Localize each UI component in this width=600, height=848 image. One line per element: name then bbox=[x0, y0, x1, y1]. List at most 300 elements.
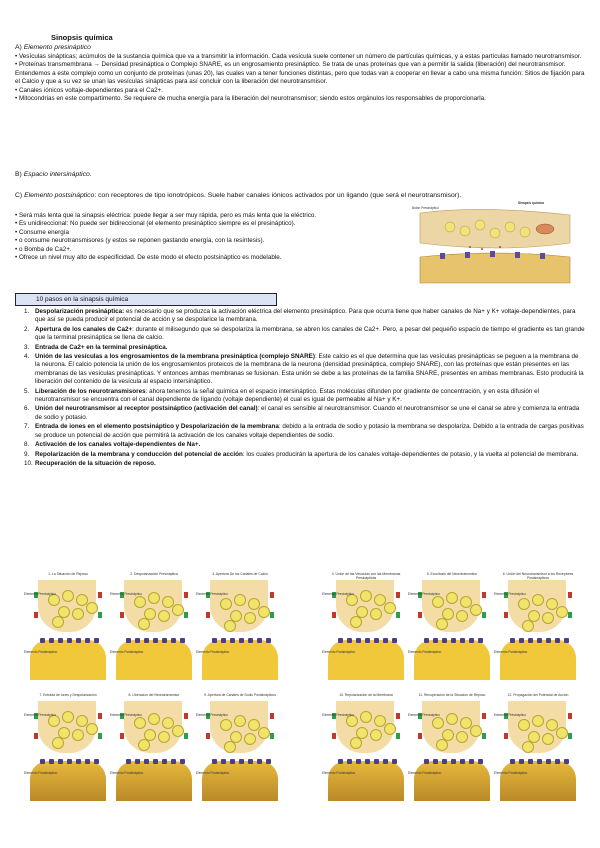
receptor bbox=[347, 759, 352, 764]
postsynaptic-element bbox=[500, 761, 576, 801]
receptor bbox=[564, 638, 569, 643]
vesicle bbox=[72, 608, 84, 620]
ion-channel bbox=[418, 733, 422, 739]
receptor bbox=[555, 759, 560, 764]
receptor bbox=[347, 638, 352, 643]
postsynaptic-element bbox=[500, 640, 576, 680]
ion-channel bbox=[270, 612, 274, 618]
ion-channel bbox=[568, 713, 572, 719]
presynaptic-terminal bbox=[336, 701, 394, 753]
vesicle bbox=[148, 592, 160, 604]
receptor bbox=[451, 638, 456, 643]
stage-caption: 3. Apertura De los Canales de Calcio bbox=[212, 572, 268, 576]
receptor bbox=[212, 638, 217, 643]
receptor bbox=[248, 759, 253, 764]
ion-channel bbox=[120, 612, 124, 618]
postsynaptic-element bbox=[30, 640, 106, 680]
presynaptic-label: Elemento Presináptico bbox=[494, 713, 526, 717]
side-figure-label-right: Sinapsis química bbox=[518, 201, 545, 205]
presynaptic-label: Elemento Presináptico bbox=[196, 713, 228, 717]
synapse-diagram bbox=[410, 201, 580, 285]
receptor bbox=[564, 759, 569, 764]
presynaptic-terminal bbox=[508, 701, 566, 753]
postsynaptic-element bbox=[202, 640, 278, 680]
ion-channel bbox=[504, 733, 508, 739]
receptor bbox=[510, 638, 515, 643]
steps-heading: 10 pasos en la sinapsis química bbox=[36, 296, 129, 303]
step-title: Liberación de los neurotransmisores bbox=[35, 387, 146, 395]
vesicle bbox=[360, 711, 372, 723]
step-text: : el canal es sensible al neurotransmisor. Cuando el neurotransmisor se une el canal se abre y comienza la entrada de sodio y potasio. bbox=[35, 405, 580, 421]
vesicle bbox=[172, 604, 184, 616]
receptor bbox=[76, 759, 81, 764]
postsynaptic-element bbox=[414, 761, 490, 801]
ion-channel bbox=[396, 612, 400, 618]
receptor bbox=[424, 759, 429, 764]
list-item: • Ofrece un nivel muy alto de especificidad. De este modo el efecto postsináptico es modelable. bbox=[15, 254, 282, 262]
receptor bbox=[144, 638, 149, 643]
list-item: • Mitocondrias en este compartimento. Se requiere de mucha energía para la liberación del neurotransmisor; siendo estos orgánulos los responsables de proporcionarla. bbox=[15, 95, 486, 103]
step-number: 7. bbox=[24, 423, 30, 431]
ion-channel bbox=[482, 713, 486, 719]
receptor bbox=[528, 638, 533, 643]
presynaptic-label: Elemento Presináptico bbox=[24, 713, 56, 717]
step-item bbox=[15, 326, 585, 343]
receptor bbox=[257, 638, 262, 643]
presynaptic-label: Elemento Presináptico bbox=[322, 592, 354, 596]
synapse-stage-panel bbox=[408, 693, 496, 806]
receptor bbox=[478, 638, 483, 643]
step-item bbox=[15, 441, 585, 449]
vesicle bbox=[172, 725, 184, 737]
ion-channel bbox=[98, 612, 102, 618]
section-c-text: : con receptores de tipo ionotrópicos. Suele haber canales iónicos activados por un ligando (que será el neurotransmisor). bbox=[94, 192, 462, 199]
postsynaptic-label: Elemento Postsináptico bbox=[322, 771, 356, 775]
ion-channel bbox=[270, 592, 274, 598]
list-item: • o consume neurotransmisores (y estos se reponen gastando energía, con la resíntesis). bbox=[15, 237, 265, 245]
postsynaptic-element bbox=[30, 761, 106, 801]
presynaptic-terminal bbox=[422, 580, 480, 632]
section-a-name: Elemento presináptico bbox=[23, 44, 91, 51]
receptor bbox=[239, 759, 244, 764]
ion-channel bbox=[184, 733, 188, 739]
vesicle bbox=[224, 620, 236, 632]
receptor bbox=[356, 638, 361, 643]
vesicle bbox=[432, 717, 444, 729]
synapse-stage-panel bbox=[196, 693, 284, 806]
receptor bbox=[392, 759, 397, 764]
receptor bbox=[451, 759, 456, 764]
receptor bbox=[356, 759, 361, 764]
steps-heading-box bbox=[15, 293, 277, 306]
step-number: 10. bbox=[24, 459, 33, 467]
receptor bbox=[555, 638, 560, 643]
ion-channel bbox=[482, 592, 486, 598]
step-text: : ahora tenemos la señal química en el espacio intersináptico. Estas moléculas difunden por gradiente de concentración, y en esta difusión el neurotransmisor se encuentra con el canal dependiente de ligando (voltaje dependiente) el cual es igual de permeable al Na+ y K+. bbox=[35, 387, 540, 404]
receptor bbox=[221, 759, 226, 764]
postsynaptic-element bbox=[116, 761, 192, 801]
step-number: 3. bbox=[24, 343, 30, 351]
section-a-heading bbox=[15, 44, 91, 51]
receptor bbox=[338, 638, 343, 643]
ion-channel bbox=[98, 733, 102, 739]
receptor bbox=[374, 759, 379, 764]
step-title: Unión del neurotransmisor al receptor postsináptico (activación del canal) bbox=[35, 405, 258, 413]
step-text: : los cuales producirán la apertura de los canales voltaje-dependientes de potasio, y la vuelta al potencial de membrana. bbox=[242, 450, 579, 458]
presynaptic-terminal bbox=[210, 701, 268, 753]
receptor bbox=[537, 638, 542, 643]
postsynaptic-label: Elemento Postsináptico bbox=[196, 771, 230, 775]
ion-channel bbox=[332, 612, 336, 618]
vesicle bbox=[446, 592, 458, 604]
stage-caption: 11. Recuperación de la Situación de Reposo bbox=[418, 693, 486, 697]
receptor bbox=[153, 759, 158, 764]
receptor bbox=[519, 759, 524, 764]
vesicle bbox=[86, 602, 98, 614]
vesicle bbox=[542, 612, 554, 624]
postsynaptic-element bbox=[414, 640, 490, 680]
ion-channel bbox=[270, 733, 274, 739]
presynaptic-label: Elemento Presináptico bbox=[494, 592, 526, 596]
ion-channel bbox=[482, 733, 486, 739]
presynaptic-label: Elemento Presináptico bbox=[110, 713, 142, 717]
vesicle bbox=[556, 606, 568, 618]
receptor bbox=[546, 759, 551, 764]
ion-channel bbox=[568, 733, 572, 739]
ion-channel bbox=[504, 612, 508, 618]
postsynaptic-element bbox=[328, 640, 404, 680]
ion-channel bbox=[270, 713, 274, 719]
side-figure-label-left: Botón Presináptico bbox=[412, 206, 439, 210]
receptor bbox=[469, 759, 474, 764]
step-number: 2. bbox=[24, 325, 30, 333]
vesicle bbox=[384, 723, 396, 735]
vesicle bbox=[384, 602, 396, 614]
step-title: Activación de los canales voltaje-dependientes de Na+. bbox=[35, 441, 201, 449]
step-item bbox=[15, 344, 585, 352]
vesicle bbox=[258, 606, 270, 618]
vesicle bbox=[532, 715, 544, 727]
section-c-list bbox=[15, 212, 400, 262]
receptor bbox=[212, 759, 217, 764]
receptor bbox=[230, 638, 235, 643]
step-title: Unión de las vesículas a los engrosamientos de la membrana presináptica (complejo SNARE) bbox=[35, 353, 315, 361]
step-number: 1. bbox=[24, 308, 30, 315]
synapse-stage-panel bbox=[322, 693, 410, 806]
step-item bbox=[15, 388, 585, 405]
receptor bbox=[230, 759, 235, 764]
receptor bbox=[365, 638, 370, 643]
ion-channel bbox=[34, 733, 38, 739]
receptor bbox=[239, 638, 244, 643]
vesicle bbox=[244, 612, 256, 624]
stage-caption: 1. La Situación de Reposo bbox=[48, 572, 88, 576]
stage-caption: 5. Exocitosis del Neurotransmisor bbox=[426, 572, 478, 576]
vesicle bbox=[134, 596, 146, 608]
synapse-stage-panel bbox=[24, 693, 112, 806]
list-item: • Será más lenta que la sinapsis eléctrica: puede llegar a ser muy rápida, pero es más lenta que la eléctrico. bbox=[15, 212, 317, 219]
section-b-letter: B) bbox=[15, 171, 22, 178]
receptor bbox=[94, 638, 99, 643]
stage-caption: 2. Despolarización Presináptica bbox=[130, 572, 178, 576]
receptor bbox=[266, 638, 271, 643]
vesicle bbox=[370, 608, 382, 620]
vesicle bbox=[138, 739, 150, 751]
stage-caption: 4. Unión de las Vesículas con las Membranas Presinápticas bbox=[331, 572, 401, 580]
vesicle bbox=[52, 616, 64, 628]
receptor bbox=[221, 638, 226, 643]
section-c-letter: C) bbox=[15, 192, 23, 199]
presynaptic-terminal bbox=[508, 580, 566, 632]
step-text: : debido a la entrada de sodio y potasio la membrana se despolariza. Debido a la entrada de cargas positivas se produce un potencial de acción que permitirá la activación de los canales voltaje dependientes de sodio. bbox=[35, 423, 584, 439]
vesicle bbox=[350, 737, 362, 749]
vesicle bbox=[138, 618, 150, 630]
synapse-stage-panel bbox=[24, 572, 112, 685]
vesicle bbox=[470, 725, 482, 737]
vesicle bbox=[72, 729, 84, 741]
receptor bbox=[528, 759, 533, 764]
receptor bbox=[58, 638, 63, 643]
section-c-heading bbox=[15, 192, 590, 199]
vesicle bbox=[518, 598, 530, 610]
receptor bbox=[180, 759, 185, 764]
vesicle bbox=[62, 590, 74, 602]
stage-caption: 8. Liberación del Neurotransmisor bbox=[128, 693, 180, 697]
vesicle bbox=[456, 610, 468, 622]
vesicle bbox=[370, 729, 382, 741]
presynaptic-label: Elemento Presináptico bbox=[196, 592, 228, 596]
step-number: 6. bbox=[24, 405, 30, 413]
vesicle bbox=[158, 610, 170, 622]
receptor bbox=[162, 638, 167, 643]
vesicle bbox=[350, 616, 362, 628]
synapse-stage-panel bbox=[196, 572, 284, 685]
step-number: 5. bbox=[24, 387, 30, 395]
vesicle bbox=[134, 717, 146, 729]
ion-channel bbox=[418, 612, 422, 618]
step-title: Apertura de los canales de Ca2+ bbox=[35, 325, 133, 333]
synapse-stage-panel bbox=[494, 693, 582, 806]
stage-caption: 12. Propagación del Potencial de Acción bbox=[507, 693, 569, 697]
step-item bbox=[15, 308, 585, 325]
section-b-heading bbox=[15, 171, 92, 178]
step-number: 4. bbox=[24, 353, 30, 361]
vesicle bbox=[52, 737, 64, 749]
receptor bbox=[383, 638, 388, 643]
vesicle bbox=[234, 715, 246, 727]
receptor bbox=[424, 638, 429, 643]
postsynaptic-element bbox=[328, 761, 404, 801]
step-item bbox=[15, 451, 585, 459]
receptor bbox=[537, 759, 542, 764]
postsynaptic-label: Elemento Postsináptico bbox=[408, 771, 442, 775]
receptor bbox=[76, 638, 81, 643]
vesicle bbox=[360, 590, 372, 602]
postsynaptic-label: Elemento Postsináptico bbox=[408, 650, 442, 654]
receptor bbox=[67, 759, 72, 764]
presynaptic-terminal bbox=[38, 580, 96, 632]
synapse-illustration bbox=[410, 205, 580, 285]
receptor bbox=[510, 759, 515, 764]
postsynaptic-label: Elemento Postsináptico bbox=[24, 650, 58, 654]
receptor bbox=[162, 759, 167, 764]
step-item bbox=[15, 353, 585, 387]
vesicle bbox=[234, 594, 246, 606]
ion-channel bbox=[206, 612, 210, 618]
vesicle bbox=[532, 594, 544, 606]
step-title: Entrada de iones en el elemento postsináptico y Despolarización de la membrana bbox=[35, 423, 279, 431]
receptor bbox=[442, 638, 447, 643]
ion-channel bbox=[120, 733, 124, 739]
presynaptic-label: Elemento Presináptico bbox=[408, 713, 440, 717]
presynaptic-terminal bbox=[210, 580, 268, 632]
stage-caption: 9. Apertura de Canales de Sodio Postsinápticos bbox=[204, 693, 276, 697]
ion-channel bbox=[184, 612, 188, 618]
postsynaptic-label: Elemento Postsináptico bbox=[322, 650, 356, 654]
receptor bbox=[126, 759, 131, 764]
receptor bbox=[433, 638, 438, 643]
receptor bbox=[180, 638, 185, 643]
receptor bbox=[442, 759, 447, 764]
receptor bbox=[257, 759, 262, 764]
step-text: : Este calcio es el que determina que las vesículas presinápticas se peguen a la membrana de la neurona. El calcio potencia la unión de los engrosamientos proteicos de la membrana de la neurona (densidad presináptica, complejo SNARE), con las proteínas que están presentes en las membranas de las vesículas presinápticas. Y entonces ambas membranas se fusionan. Esta unión se debe a las proteínas de la familia SNARE, presentes en ambas membranas. Esto producirá la liberación del contenido de la vesícula al espacio intersináptico. bbox=[35, 353, 584, 386]
ion-channel bbox=[184, 592, 188, 598]
list-item: • Vesículas sinápticas; acúmulos de la sustancia química que va a transmitir la información. Cada vesícula suele contener un número de partículas químicas, y a estas partículas llamado neurotransmisor. bbox=[15, 53, 582, 60]
postsynaptic-label: Elemento Postsináptico bbox=[24, 771, 58, 775]
receptor bbox=[67, 638, 72, 643]
vesicle bbox=[522, 620, 534, 632]
presynaptic-label: Elemento Presináptico bbox=[24, 592, 56, 596]
list-item: • o Bomba de Ca2+. bbox=[15, 245, 72, 253]
receptor bbox=[546, 638, 551, 643]
vesicle bbox=[542, 733, 554, 745]
step-title: Repolarización de la membrana y conducción del potencial de acción bbox=[35, 450, 243, 458]
ion-channel bbox=[98, 713, 102, 719]
ion-channel bbox=[184, 713, 188, 719]
vesicle bbox=[224, 741, 236, 753]
receptor bbox=[338, 759, 343, 764]
section-b-name: Espacio intersináptico. bbox=[23, 171, 92, 178]
vesicle bbox=[62, 711, 74, 723]
receptor bbox=[392, 638, 397, 643]
vesicle bbox=[470, 604, 482, 616]
presynaptic-terminal bbox=[422, 701, 480, 753]
presynaptic-terminal bbox=[38, 701, 96, 753]
step-text: es necesario que se produzca la activación eléctrica del elemento presináptico. Para que ocurra tiene que haber canales de Na+ y K+ voltaje-dependientes, para que así se pueda producir el potencial de acción y se despolarice la membrana. bbox=[35, 308, 576, 324]
ion-channel bbox=[34, 612, 38, 618]
vesicle bbox=[244, 733, 256, 745]
receptor bbox=[460, 638, 465, 643]
vesicle bbox=[446, 713, 458, 725]
postsynaptic-label: Elemento Postsináptico bbox=[196, 650, 230, 654]
vesicle bbox=[148, 713, 160, 725]
receptor bbox=[478, 759, 483, 764]
step-item bbox=[15, 405, 585, 422]
receptor bbox=[85, 759, 90, 764]
page-title: Sinopsis química bbox=[51, 33, 113, 42]
synapse-stage-panel bbox=[494, 572, 582, 685]
receptor bbox=[135, 759, 140, 764]
receptor bbox=[171, 759, 176, 764]
vesicle bbox=[220, 598, 232, 610]
presynaptic-terminal bbox=[124, 701, 182, 753]
receptor bbox=[469, 638, 474, 643]
postsynaptic-label: Elemento Postsináptico bbox=[110, 650, 144, 654]
step-item bbox=[15, 423, 585, 440]
section-a-letter: A) bbox=[15, 44, 22, 51]
synapse-stage-panel bbox=[110, 572, 198, 685]
step-number: 9. bbox=[24, 450, 30, 458]
presynaptic-label: Elemento Presináptico bbox=[408, 592, 440, 596]
vesicle bbox=[556, 727, 568, 739]
ion-channel bbox=[332, 733, 336, 739]
presynaptic-terminal bbox=[336, 580, 394, 632]
ion-channel bbox=[568, 592, 572, 598]
stage-caption: 10. Repolarización de la Membrana bbox=[339, 693, 393, 697]
list-item: • Proteínas transmembrana → Densidad presináptica o Complejo SNARE, es un engrosamiento presináptico. Se trata de unas proteínas que van a permitir la salida (liberación) del neurotransmisor. Entendemos a este complejo como un conjunto de proteínas (unas 20), las cuales van a tener funciones distintas, pero que todas van a cooperar en llevar a cabo una misma función: Sitios de fijación para el Calcio y que a su vez se unan las vesículas sinápticas para así concluir con la liberación del neurotransmisor. bbox=[15, 61, 585, 86]
receptor bbox=[365, 759, 370, 764]
receptor bbox=[374, 638, 379, 643]
vesicle bbox=[436, 739, 448, 751]
receptor bbox=[171, 638, 176, 643]
presynaptic-terminal bbox=[124, 580, 182, 632]
receptor bbox=[383, 759, 388, 764]
ion-channel bbox=[396, 713, 400, 719]
ion-channel bbox=[396, 592, 400, 598]
list-item: • Consume energía bbox=[15, 228, 70, 236]
list-item: • Canales iónicos voltaje-dependientes para el Ca2+. bbox=[15, 86, 164, 94]
vesicle bbox=[86, 723, 98, 735]
step-text: : durante el milisegundo que se despolariza la membrana, se abren los canales de Ca2+. Pero, a pesar del pequeño espacio de tiempo el gradiente es tan grande que la terminal presináptica se llena de calcio. bbox=[35, 325, 585, 342]
postsynaptic-element bbox=[202, 761, 278, 801]
presynaptic-label: Elemento Presináptico bbox=[110, 592, 142, 596]
presynaptic-label: Elemento Presináptico bbox=[322, 713, 354, 717]
step-title: Entrada de Ca2+ en la terminal presináptica. bbox=[35, 343, 168, 351]
vesicle bbox=[522, 741, 534, 753]
receptor bbox=[144, 759, 149, 764]
vesicle bbox=[158, 731, 170, 743]
postsynaptic-element bbox=[116, 640, 192, 680]
section-c-name: Elemento postsináptico bbox=[24, 192, 95, 199]
step-title: Recuperación de la situación de reposo. bbox=[35, 459, 156, 467]
ion-channel bbox=[396, 733, 400, 739]
section-a-list bbox=[15, 53, 585, 103]
ion-channel bbox=[206, 733, 210, 739]
receptor bbox=[126, 638, 131, 643]
receptor bbox=[266, 759, 271, 764]
receptor bbox=[460, 759, 465, 764]
vesicle bbox=[518, 719, 530, 731]
stage-caption: 6. Unión del Neurotransmisor a los Receptores Postsinápticos bbox=[502, 572, 574, 580]
receptor bbox=[153, 638, 158, 643]
receptor bbox=[58, 759, 63, 764]
receptor bbox=[433, 759, 438, 764]
stage-caption: 7. Entrada de Iones y Despolarización bbox=[39, 693, 97, 697]
receptor bbox=[49, 759, 54, 764]
ion-channel bbox=[482, 612, 486, 618]
ion-channel bbox=[568, 612, 572, 618]
synapse-stage-panel bbox=[408, 572, 496, 685]
synapse-stage-panel bbox=[322, 572, 410, 685]
list-item: • Es unidireccional: No puede ser bidireccional (el elemento presináptico siempre es el presináptico). bbox=[15, 220, 296, 228]
vesicle bbox=[432, 596, 444, 608]
receptor bbox=[40, 638, 45, 643]
receptor bbox=[519, 638, 524, 643]
postsynaptic-label: Elemento Postsináptico bbox=[494, 771, 528, 775]
synapse-stage-panel bbox=[110, 693, 198, 806]
vesicle bbox=[456, 731, 468, 743]
receptor bbox=[85, 638, 90, 643]
